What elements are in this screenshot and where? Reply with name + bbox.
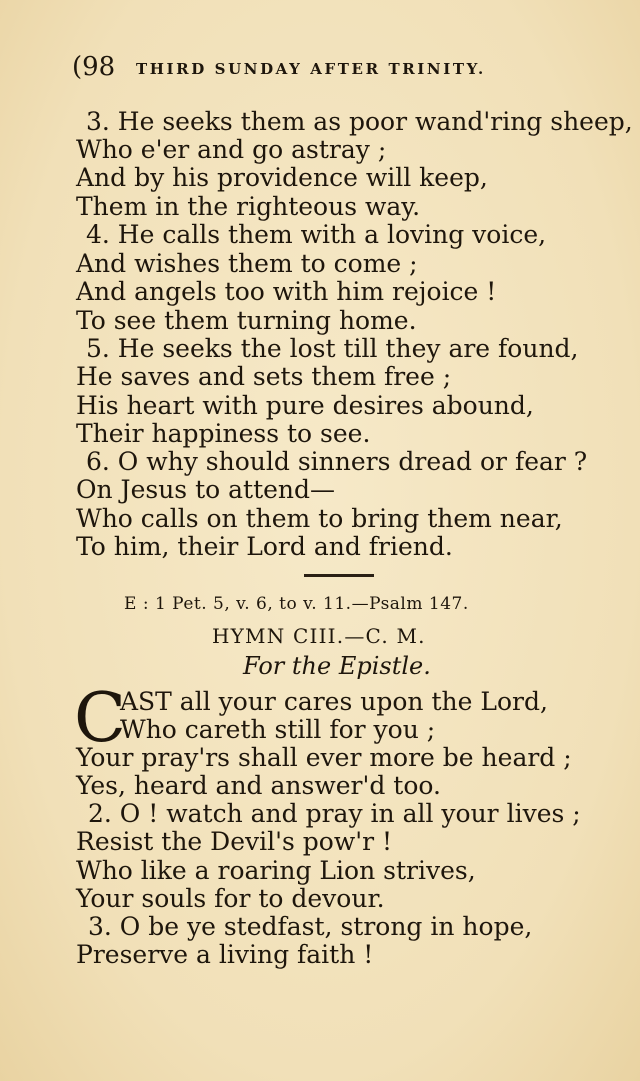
verse-line: 3. O be ye stedfast, strong in hope, bbox=[88, 912, 533, 941]
verse-line: Their happiness to see. bbox=[76, 419, 371, 448]
page-number: (98 bbox=[72, 52, 116, 82]
verse-line: To see them turning home. bbox=[76, 306, 417, 335]
verse-line: 3. He seeks them as poor wand'ring sheep, bbox=[86, 107, 633, 136]
verse-line: Preserve a living faith ! bbox=[76, 940, 374, 969]
page-header bbox=[72, 52, 572, 86]
verse-line: To him, their Lord and friend. bbox=[76, 532, 453, 561]
verse-line: And angels too with him rejoice ! bbox=[76, 277, 497, 306]
verse-line: On Jesus to attend— bbox=[76, 475, 336, 504]
verse-line: Your pray'rs shall ever more be heard ; bbox=[76, 743, 572, 772]
verse-line: 4. He calls them with a loving voice, bbox=[86, 220, 547, 249]
verse-line: Them in the righteous way. bbox=[76, 192, 421, 221]
verse-line: Who like a roaring Lion strives, bbox=[76, 856, 476, 885]
verse-line: Who e'er and go astray ; bbox=[76, 135, 387, 164]
section-divider bbox=[304, 574, 374, 577]
scripture-reference: E : 1 Pet. 5, v. 6, to v. 11.—Psalm 147. bbox=[124, 594, 469, 614]
verse-line: 6. O why should sinners dread or fear ? bbox=[86, 447, 588, 476]
verse-line: 2. O ! watch and pray in all your lives ; bbox=[88, 799, 581, 828]
verse-line: He saves and sets them free ; bbox=[76, 362, 452, 391]
verse-line: Your souls for to devour. bbox=[76, 884, 385, 913]
verse-line: Yes, heard and answer'd too. bbox=[76, 771, 441, 800]
drop-cap: C bbox=[74, 679, 127, 758]
running-head: THIRD SUNDAY AFTER TRINITY. bbox=[136, 60, 486, 78]
verse-line: And by his providence will keep, bbox=[76, 163, 488, 192]
verse-line: Who calls on them to bring them near, bbox=[76, 504, 563, 533]
hymn-subtitle: For the Epistle. bbox=[243, 652, 431, 680]
verse-line: Who careth still for you ; bbox=[120, 715, 436, 744]
verse-line: And wishes them to come ; bbox=[76, 249, 418, 278]
verse-line: Resist the Devil's pow'r ! bbox=[76, 827, 393, 856]
hymn-title: HYMN CIII.—C. M. bbox=[212, 624, 426, 648]
verse-line: 5. He seeks the lost till they are found, bbox=[86, 334, 579, 363]
verse-line: AST all your cares upon the Lord, bbox=[120, 687, 548, 716]
verse-line: His heart with pure desires abound, bbox=[76, 391, 534, 420]
